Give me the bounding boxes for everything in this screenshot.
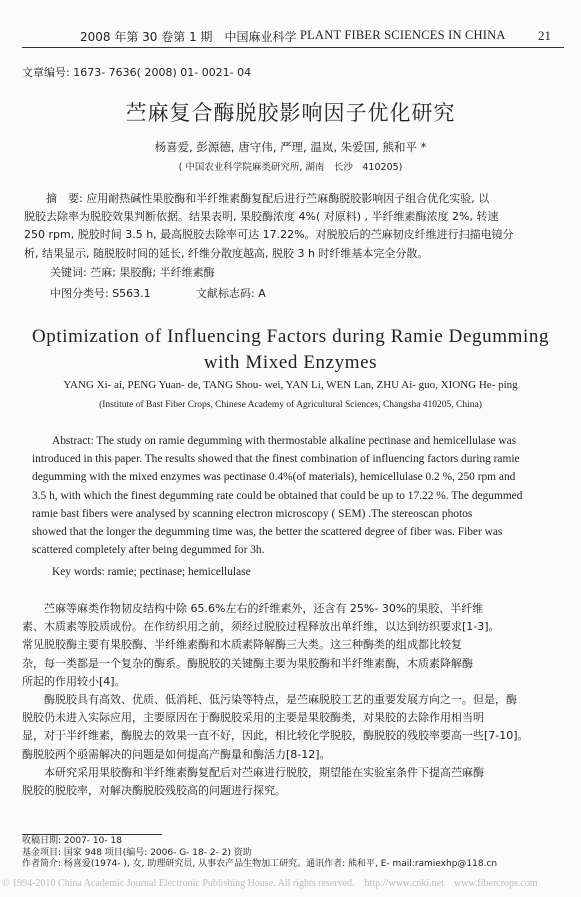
body-cn xyxy=(22,600,564,800)
abstract-en-line: degumming with the mixed enzymes was pectinase 0.4%(of materials), hemicellulase 0.2 %, 250 rpm and xyxy=(32,471,516,484)
footnote-funding: 基金项目: 国家 948 项目(编号: 2006- G- 18- 2- 2) 资助 xyxy=(22,847,252,858)
abstract-cn-line: 250 rpm, 脱胶时间 3.5 h, 最高脱胶去除率可达 17.22%。对脱胶后的苎麻韧皮纤维进行扫描电镜分 xyxy=(24,228,514,242)
body-line: 显，对于半纤维素，酶脱去的效果一直不好，因此，相比较化学脱胶，酶脱胶的残胶率要高一些[7-10]。 xyxy=(22,729,529,743)
footnote xyxy=(22,836,497,871)
footnote-author: 作者简介: 杨喜爱(1974- ), 女, 助理研究员, 从事农产品生物加工研究。通讯作者: 熊和平, E- mail:ramiexhp@118.cn xyxy=(22,859,498,869)
abstract-cn-line: 摘 要: 应用耐热碱性果胶酶和半纤维素酶复配后进行苎麻酶脱胶影响因子组合优化实验, 以 xyxy=(46,192,490,205)
authors-en: YANG Xi- ai, PENG Yuan- de, TANG Shou- wei, YAN Li, WEN Lan, ZHU Ai- guo, XIONG He- ping xyxy=(63,379,518,391)
body-line: 素、木质素等胶质成份。在作纺织用之前，须经过脱胶过程释放出单纤维，以达到纺织要求[1-3]。 xyxy=(22,620,500,634)
abstract-en-line: ramie bast fibers were analysed by scanning electron microscopy ( SEM) .The stereoscan photos xyxy=(32,507,473,520)
body-line: 本研究采用果胶酶和半纤维素酶复配后对苎麻进行脱胶，期望能在实验室条件下提高苎麻酶 xyxy=(22,765,484,779)
abstract-en-line: introduced in this paper. The results showed that the finest combination of influencing factors during ramie xyxy=(32,453,520,466)
keywords-en: Key words: ramie; pectinase; hemicellulase xyxy=(52,566,251,578)
abstract-en-line: 3.5 h, with which the finest degumming rate could be obtained that could be up to 17.22 %. The degummed xyxy=(32,489,523,502)
abstract-cn-line: 析, 结果显示, 随脱胶时间的延长, 纤维分散度越高, 脱胶 3 h 时纤维基本完全分散。 xyxy=(24,246,429,260)
title-en-line-2: with Mixed Enzymes xyxy=(203,352,378,373)
affiliation-cn: ( 中国农业科学院麻类研究所, 湖南 长沙 410205) xyxy=(178,162,403,173)
abstract-cn xyxy=(24,190,566,263)
running-header-left: 2008 年第 30 卷第 1 期 中国麻业科学 xyxy=(80,30,297,44)
document-code: 文献标志码: A xyxy=(196,287,266,300)
body-line: 杂，每一类都是一个复杂的酶系。酶脱胶的关键酶主要为果胶酶和半纤维素酶，木质素降解酶 xyxy=(22,656,473,670)
body-line: 所起的作用较小[4]。 xyxy=(22,674,126,688)
body-line: 酶脱胶两个亟需解决的问题是如何提高产酶量和酶活力[8-12]。 xyxy=(22,747,331,761)
article-number: 文章编号: 1673- 7636( 2008) 01- 0021- 04 xyxy=(22,66,252,79)
body-line: 苎麻等麻类作物韧皮结构中除 65.6%左右的纤维素外，还含有 25%- 30%的果胶、半纤维 xyxy=(22,602,484,615)
abstract-en xyxy=(32,432,557,559)
keywords-cn: 关键词: 苎麻; 果胶酶; 半纤维素酶 xyxy=(50,266,215,279)
body-line: 酶脱胶具有高效、优质、低消耗、低污染等特点，是苎麻脱胶工艺的重要发展方向之一。但是，酶 xyxy=(22,693,517,707)
body-line: 脱胶仍未进入实际应用，主要原因在于酶脱胶采用的主要是果胶酶类，对果胶的去除作用相当明 xyxy=(22,711,484,725)
authors-cn: 杨喜爱, 彭源德, 唐守伟, 严理, 温岚, 朱爱国, 熊和平 * xyxy=(154,140,427,154)
footnote-rule xyxy=(22,834,162,835)
abstract-en-line: Abstract: The study on ramie degumming with thermostable alkaline pectinase and hemicellulase was xyxy=(52,435,517,447)
abstract-en-line: showed that the longer the degumming time was, the better the scattered degree of fiber was. Fiber was xyxy=(32,526,503,539)
affiliation-en: (Institute of Bast Fiber Crops, Chinese Academy of Agricultural Sciences, Changsha 410205, China) xyxy=(99,400,482,410)
footnote-received: 收稿日期: 2007- 10- 18 xyxy=(22,836,122,846)
body-line: 脱胶的脱胶率，对解决酶脱胶残胶高的问题进行探究。 xyxy=(22,784,286,798)
watermark: © 1994-2010 China Academic Journal Electronic Publishing House. All rights reserved. http://www.cnki.net www.fibercrops.com xyxy=(2,878,538,889)
page-number: 21 xyxy=(538,28,551,43)
header-rule xyxy=(22,47,564,48)
abstract-cn-line: 脱胶去除率为脱胶效果判断依据。结果表明, 果胶酶浓度 4%( 对原料) , 半纤维素酶浓度 2%, 转速 xyxy=(24,210,499,224)
abstract-en-line: scattered completely after being degummed for 3h. xyxy=(32,544,265,557)
title-cn: 苎麻复合酶脱胶影响因子优化研究 xyxy=(125,101,456,125)
clc-number: 中图分类号: S563.1 xyxy=(50,287,151,300)
running-header-journal: PLANT FIBER SCIENCES IN CHINA xyxy=(300,28,506,42)
body-line: 常见脱胶酶主要有果胶酶、半纤维素酶和木质素降解酶三大类。这三种酶类的组成都比较复 xyxy=(22,638,462,652)
title-en-line-1: Optimization of Influencing Factors during Ramie Degumming xyxy=(31,326,550,347)
